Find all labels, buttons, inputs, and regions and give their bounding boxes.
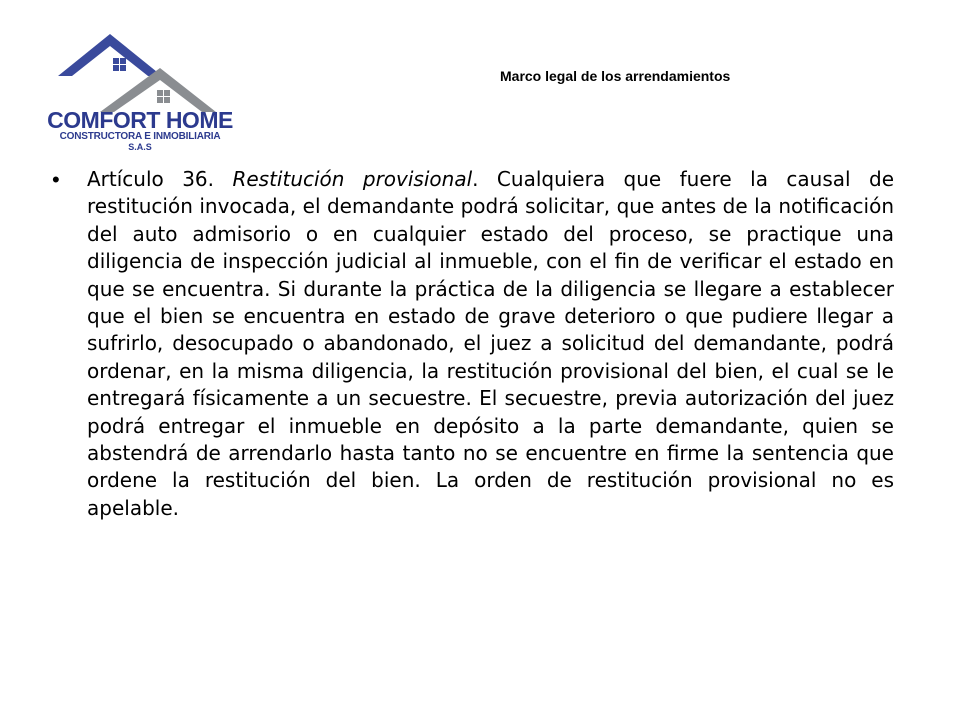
article-number: Artículo 36. <box>87 167 215 191</box>
article-title: Restitución provisional <box>232 167 473 191</box>
house-logo-icon <box>40 28 240 114</box>
page-title: Marco legal de los arrendamientos <box>500 68 731 84</box>
logo-suffix: S.A.S <box>128 142 152 152</box>
slide-content <box>52 166 894 522</box>
bullet-item <box>52 166 894 522</box>
logo-subtitle: CONSTRUCTORA E INMOBILIARIA <box>59 131 221 142</box>
article-paragraph <box>87 166 894 522</box>
article-body: . Cualquiera que fuere la causal de restitución invocada, el demandante podrá solicitar, que antes de la notificación del auto admisorio o en cualquier estado del proceso, se practique una diligencia de inspección judicial al inmueble, con el fin de verificar el estado en que se encuentra. Si durante la práctica de la diligencia se llegare a establecer que el bien se encuentra en estado de grave deterioro o que pudiere llegar a sufrirlo, desocupado o abandonado, el juez a solicitud del demandante, podrá ordenar, en la misma diligencia, la restitución provisional del bien, el cual se le entregará físicamente a un secuestre. El secuestre, previa autorización del juez podrá entregar el inmueble en depósito a la parte demandante, quien se abstendrá de arrendarlo hasta tanto no se encuentre en firme la sentencia que ordene la restitución del bien. La orden de restitución provisional no es apelable. <box>87 167 895 520</box>
logo-brand-name: COMFORT HOME <box>47 107 233 133</box>
company-logo <box>40 28 240 154</box>
bullet-marker: • <box>52 167 60 192</box>
